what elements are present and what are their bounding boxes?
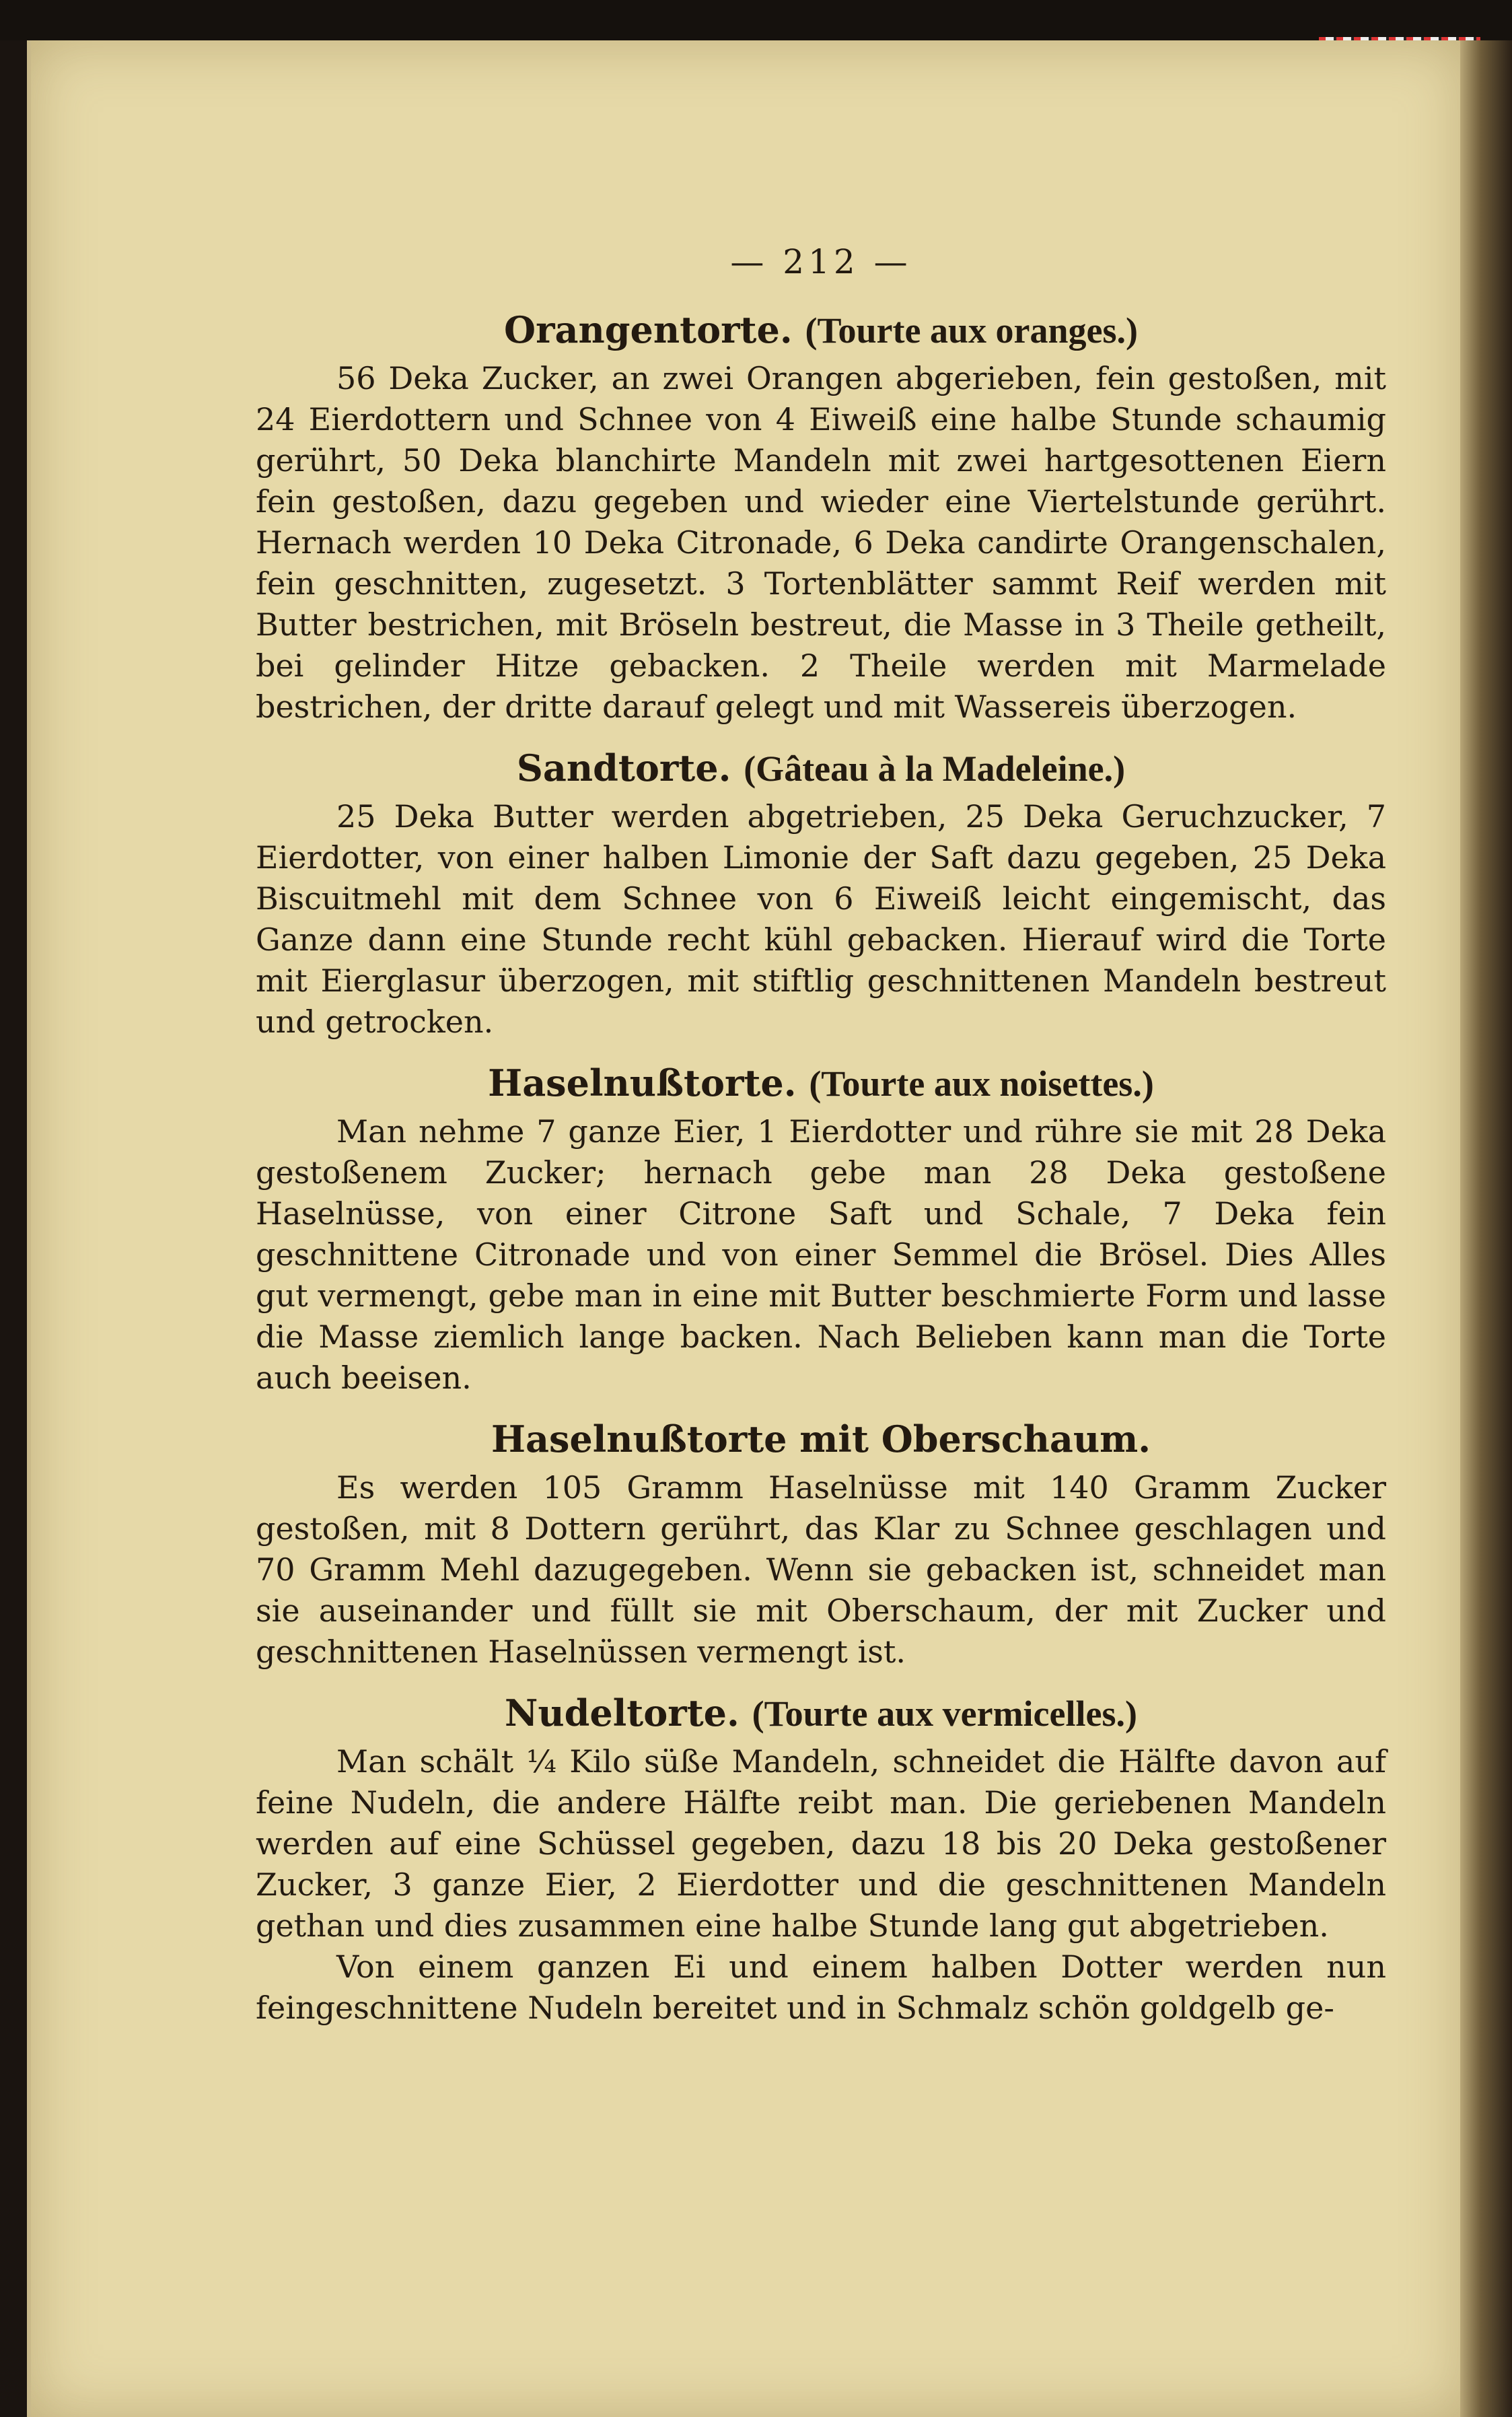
recipe-section <box>256 308 1386 728</box>
recipe-section <box>256 746 1386 1043</box>
section-title: Sandtorte. <box>516 746 731 790</box>
section-subtitle: (Tourte aux oranges.) <box>805 310 1138 351</box>
section-title: Haselnußtorte mit Oberschaum. <box>491 1417 1151 1461</box>
page-content <box>256 242 1386 2029</box>
paragraph: 25 Deka Butter werden abgetrieben, 25 Deka Geruchzucker, 7 Eierdotter, von einer halben Limonie der Saft dazu gegeben, 25 Deka Biscuitmehl mit dem Schnee von 6 Eiweiß leicht eingemischt, das Ganze dann eine Stunde recht kühl gebacken. Hierauf wird die Torte mit Eierglasur überzogen, mit stiftlig geschnittenen Mandeln bestreut und getrocken. <box>256 798 1386 1040</box>
scan-background-top <box>0 0 1512 40</box>
page-number: — 212 — <box>730 242 912 281</box>
section-heading <box>256 1061 1386 1105</box>
paragraph: Man nehme 7 ganze Eier, 1 Eierdotter und rühre sie mit 28 Deka gestoßenem Zucker; hernach gebe man 28 Deka gestoßene Haselnüsse, von einer Citrone Saft und Schale, 7 Deka fein geschnittene Citronade und von einer Semmel die Brösel. Dies Alles gut vermengt, gebe man in eine mit Butter beschmierte Form und lasse die Masse ziemlich lange backen. Nach Belieben kann man die Torte auch beeisen. <box>256 1113 1386 1396</box>
section-heading <box>256 1691 1386 1735</box>
section-subtitle: (Tourte aux vermicelles.) <box>752 1693 1137 1734</box>
section-heading <box>256 308 1386 351</box>
paragraph: Von einem ganzen Ei und einem halben Dotter werden nun feingeschnittene Nudeln bereitet und in Schmalz schön goldgelb ge- <box>256 1949 1386 2026</box>
page-edge <box>1460 40 1512 2417</box>
recipe-section <box>256 1061 1386 1399</box>
section-heading <box>256 746 1386 790</box>
recipe-section <box>256 1691 1386 2029</box>
section-heading <box>256 1417 1386 1461</box>
section-title: Nudeltorte. <box>505 1691 740 1735</box>
section-title: Orangentorte. <box>504 308 793 351</box>
section-subtitle: (Gâteau à la Madeleine.) <box>744 748 1126 789</box>
paragraph: Man schält ¼ Kilo süße Mandeln, schneidet die Hälfte davon auf feine Nudeln, die andere Hälfte reibt man. Die geriebenen Mandeln werden auf eine Schüssel gegeben, dazu 18 bis 20 Deka gestoßener Zucker, 3 ganze Eier, 2 Eierdotter und die geschnittenen Mandeln gethan und dies zusammen eine halbe Stunde lang gut abgetrieben. <box>256 1743 1386 1944</box>
paragraph: 56 Deka Zucker, an zwei Orangen abgerieben, fein gestoßen, mit 24 Eierdottern und Schnee von 4 Eiweiß eine halbe Stunde schaumig gerührt, 50 Deka blanchirte Mandeln mit zwei hartgesottenen Eiern fein gestoßen, dazu gegeben und wieder eine Viertelstunde gerührt. Hernach werden 10 Deka Citronade, 6 Deka candirte Orangenschalen, fein geschnitten, zugesetzt. 3 Tortenblätter sammt Reif werden mit Butter bestrichen, mit Bröseln bestreut, die Masse in 3 Theile getheilt, bei gelinder Hitze gebacken. 2 Theile werden mit Marmelade bestrichen, der dritte darauf gelegt und mit Wassereis überzogen. <box>256 360 1386 725</box>
paragraph: Es werden 105 Gramm Haselnüsse mit 140 Gramm Zucker gestoßen, mit 8 Dottern gerührt, das Klar zu Schnee geschlagen und 70 Gramm Mehl dazugegeben. Wenn sie gebacken ist, schneidet man sie auseinander und füllt sie mit Oberschaum, der mit Zucker und geschnittenen Haselnüssen vermengt ist. <box>256 1469 1386 1670</box>
section-title: Haselnußtorte. <box>488 1061 797 1105</box>
recipe-section <box>256 1417 1386 1673</box>
section-subtitle: (Tourte aux noisettes.) <box>809 1063 1154 1104</box>
